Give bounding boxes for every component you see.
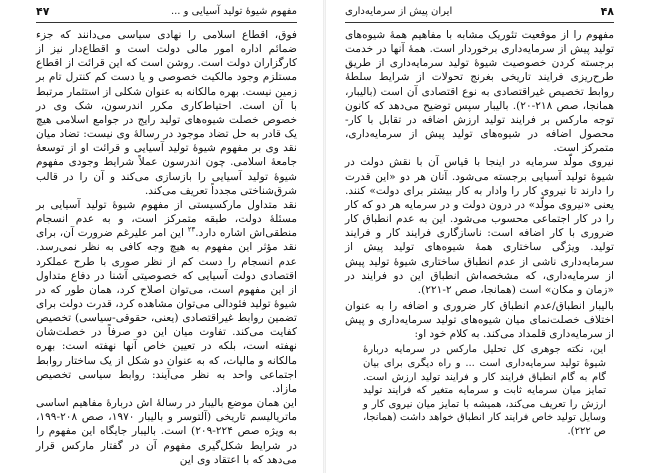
- page-body: [36, 28, 297, 467]
- running-head-title: ایران پیش از سرمایه‌داری: [345, 6, 453, 17]
- paragraph: نیروی مولّد سرمایه در اینجا با قیاس آن با نقش دولت در شیوهٔ تولید آسیایی برجسته می‌شود. آنان هر دو «این قدرت را دارند تا نیروی کار را وادار به کار بیشتر برای دولت» کنند. یعنی «نیروی مولّد» در درون دولت و در سرمایه هر دو که کار را در کار اجتماعی محسوب می‌شود. این به عدم انطباق کار ضروری با کار اضافه است: ناسازگاری فرایند کار و فرایند تولید. ویژگی ساختاری همهٔ شیوه‌های تولید پیش از سرمایه‌داری ناشی از عدم انطباق ساختاری شیوهٔ تولید پیش از سرمایه‌داری، که مشخصه‌اش انطباق این دو فرایند در «زمان و مکان» است (همانجا، صص ۲-۲۲۱).: [345, 156, 614, 296]
- paragraph: این همان موضع بالیبار در رسالهٔ اش دربارهٔ مفاهیم اساسی ماتریالیسم تاریخی (آلتوسر و بالیبار ۱۹۷۰، صص ۲۰۸-۱۹۹، به ویژه صص ۲۲۴-۲۰۹) است. بالیبار جایگاه این مفهوم را در شرایط شکل‌گیری مفهوم آن در گفتار مارکس قرار می‌دهد که با اعتقاد وی این: [36, 397, 297, 466]
- page-number: ۴۷: [36, 5, 50, 18]
- right-page: [325, 0, 650, 473]
- paragraph: فوق، اقطاع اسلامی را نهادی سیاسی می‌دانند که جزء ضمائم اداره امور مالی دولت است و اقطاع‌دار نیز از کارگزاران دولت است. روشن است که این قرائت از اقطاع مستلزم وجود مالکیت خصوصی و یا دست کم کنترل تام بر زمین نیست. بهره مالکانه به عنوان شکلی از استثمار مرتبط با آن است. احتیاط‌کاری مکرر اندرسون، شک وی در خصوص خصلت شیوه‌های تولید رایج در جوامع اسلامی هیچ یک قادر به حل تضاد موجود در رسالهٔ وی نیست: تضاد میان نقد وی بر مفهوم شیوهٔ تولید آسیایی و قرائت او از توسعهٔ جامعهٔ اسلامی. چون اندرسون عملاً شرایط وجودی مفهوم شیوهٔ تولید آسیایی را بازسازی می‌کند و آن را در قالب شرق‌شناختی مجدداً تعریف می‌کند.: [36, 29, 297, 197]
- paragraph: نقد متداول مارکسیستی از مفهوم شیوهٔ تولید آسیایی بر مسئلهٔ دولت، طبقه متمرکز است، و به عدم انسجام منطقی‌اش اشاره دارد.$^{۲۳}$ این امر علیرغم ضرورت آن، برای نقد مؤثر این مفهوم به هیچ وجه کافی به نظر نمی‌رسد. عدم انسجام را دست کم از نظر صوری با طرح عملکرد اقتصادی دولت آسیایی که خصوصیتی آشنا در دفاع متداول از این مفهوم است، می‌توان اصلاح کرد، همان طور که در شیوهٔ تولید فئودالی می‌توان مشاهده کرد، قدرت دولت برای تضمین روابط غیراقتصادی (یعنی، حقوقی-سیاسی) تخصیص کفایت می‌کند. تفاوت میان این دو صرفاً در خصلت‌شان نهفته است، بلکه در تعیین خاص آنها نهفته است: بهره مالکانه و مالیات، که به عنوان دو شکل از یک ساختار روابط اجتماعی واحد به نظر می‌آیند: روابط سیاسی تخصیص مازاد.: [36, 198, 298, 395]
- running-head: [36, 4, 297, 23]
- paragraph: مفهوم را از موقعیت تئوریک مشابه با مفاهیم همهٔ شیوه‌های تولید پیش از سرمایه‌داری برخوردار است. همهٔ آنها در خدمت برجسته کردن خصوصیت شیوهٔ تولید سرمایه‌داری از طریق طرح‌ریزی فرایند تاریخی بغرنج تحولات از شرایط سلطهٔ روابط تخصیص غیراقتصادی به نوع اقتصادی آن است (بالیبار، همانجا، صص ۲۱۸-۲۰). بالیبار سپس توضیح می‌دهد که کانون توجه مارکس بر فرایند تولید ارزش اضافه در تقابل با کار-محصول اضافه در شیوه‌های تولید پیش از سرمایه‌داری، متمرکز است.: [345, 29, 614, 155]
- paragraph: بالیبار انطباق/عدم انطباق کار ضروری و اضافه را به عنوان اختلاف خصلت‌نمای میان شیوه‌های تولید سرمایه‌داری و پیش از سرمایه‌داری قلمداد می‌کند. به کلام خود او:: [345, 299, 614, 341]
- footnote-marker: ۲۳: [187, 225, 196, 234]
- running-head: [345, 4, 614, 23]
- block-quote: این، نکته جوهری کل تحلیل مارکس در سرمایه دربارهٔ شیوهٔ تولید سرمایه‌داری است ... و راه دیگری برای بیان گام به گام انطباق فرایند کار و فرایند تولید ارزش است. تمایز میان سرمایه ثابت و سرمایه متغیر که فرایند تولید ارزش را تعریف می‌کند، همیشه با تمایز میان نیروی کار و وسایل تولید خاص فرایند کار انطباق خواهد داشت (همانجا، ص ۲۲۲).: [363, 344, 606, 437]
- running-head-title: مفهوم شیوهٔ تولید آسیایی و ...: [170, 6, 297, 17]
- page-number: ۴۸: [600, 5, 614, 18]
- page-body: [345, 28, 614, 439]
